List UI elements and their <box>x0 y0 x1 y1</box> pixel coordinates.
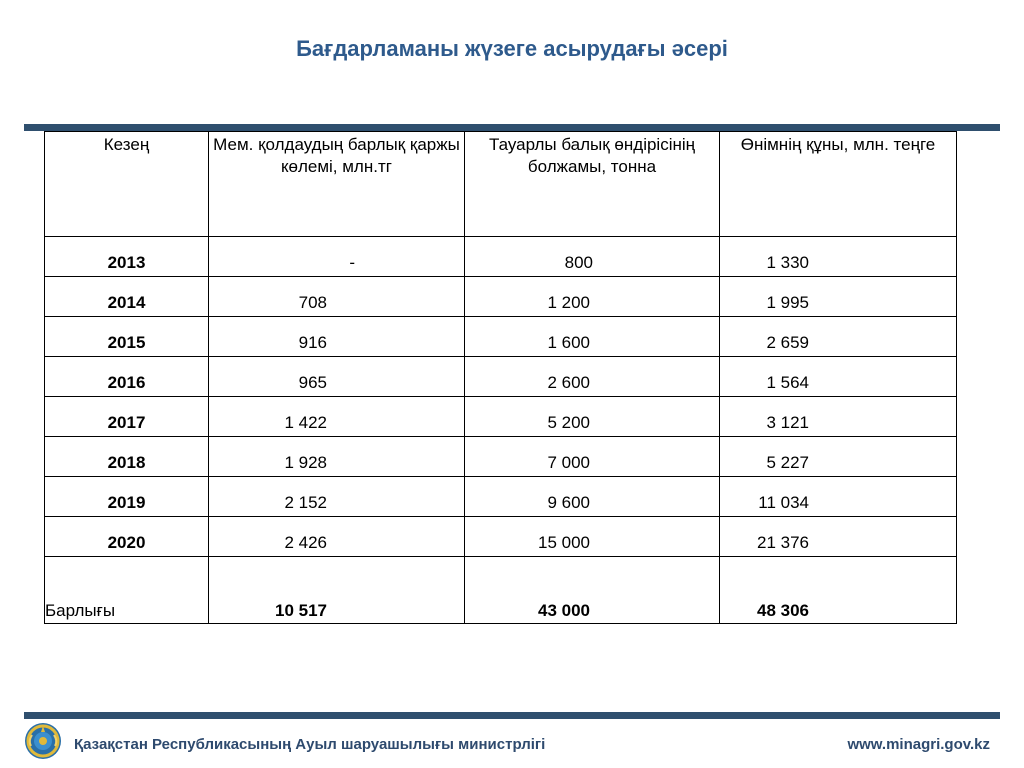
fish-value: 1 200 <box>547 293 590 312</box>
support-cell <box>209 517 465 557</box>
header-row <box>45 132 957 237</box>
support-value: 1 928 <box>284 453 327 472</box>
product-value: 11 034 <box>758 493 809 512</box>
year-cell: 2016 <box>45 357 209 397</box>
support-cell <box>209 237 465 277</box>
bottom-divider-bar <box>24 712 1000 719</box>
page-title: Бағдарламаны жүзеге асырудағы әсері <box>296 36 728 61</box>
support-value: 2 426 <box>284 533 327 552</box>
year-cell: 2020 <box>45 517 209 557</box>
fish-value: 2 600 <box>547 373 590 392</box>
year-cell: 2015 <box>45 317 209 357</box>
fish-total: 43 000 <box>538 601 590 620</box>
kazakhstan-emblem-icon <box>24 722 62 760</box>
value-cell <box>720 397 957 437</box>
website-link[interactable]: www.minagri.gov.kz <box>847 736 990 753</box>
year-cell: 2018 <box>45 437 209 477</box>
product-value: 2 659 <box>766 333 809 352</box>
table-row <box>45 477 957 517</box>
value-total-cell <box>720 557 957 624</box>
support-value: 916 <box>298 333 327 352</box>
support-value: - <box>349 253 355 272</box>
product-value: 1 330 <box>766 253 809 272</box>
value-cell <box>720 317 957 357</box>
support-value: 965 <box>298 373 327 392</box>
support-cell <box>209 277 465 317</box>
support-cell <box>209 317 465 357</box>
table-row <box>45 317 957 357</box>
header-fish-forecast: Тауарлы балық өндірісінің болжамы, тонна <box>465 132 720 237</box>
top-divider-bar <box>24 124 1000 131</box>
value-cell <box>720 477 957 517</box>
support-value: 708 <box>298 293 327 312</box>
value-total: 48 306 <box>757 601 809 620</box>
fish-total-cell <box>465 557 720 624</box>
product-value: 3 121 <box>766 413 809 432</box>
table-row <box>45 517 957 557</box>
data-table <box>44 131 957 624</box>
fish-value: 1 600 <box>547 333 590 352</box>
fish-cell <box>465 317 720 357</box>
value-cell <box>720 437 957 477</box>
fish-value: 15 000 <box>538 533 590 552</box>
fish-cell <box>465 397 720 437</box>
total-label: Барлығы <box>45 557 209 624</box>
value-cell <box>720 237 957 277</box>
table-row <box>45 237 957 277</box>
fish-value: 5 200 <box>547 413 590 432</box>
year-cell: 2013 <box>45 237 209 277</box>
support-cell <box>209 357 465 397</box>
support-total-cell <box>209 557 465 624</box>
fish-cell <box>465 277 720 317</box>
product-value: 1 995 <box>766 293 809 312</box>
fish-cell <box>465 437 720 477</box>
fish-cell <box>465 477 720 517</box>
fish-cell <box>465 357 720 397</box>
fish-cell <box>465 237 720 277</box>
product-value: 1 564 <box>766 373 809 392</box>
year-cell: 2019 <box>45 477 209 517</box>
table-row <box>45 277 957 317</box>
ministry-name: Қазақстан Республикасының Ауыл шаруашылығы министрлігі <box>74 736 546 753</box>
value-cell <box>720 357 957 397</box>
fish-value: 800 <box>564 253 593 272</box>
product-value: 5 227 <box>766 453 809 472</box>
fish-value: 7 000 <box>547 453 590 472</box>
support-cell <box>209 397 465 437</box>
support-cell <box>209 437 465 477</box>
product-value: 21 376 <box>757 533 809 552</box>
support-value: 2 152 <box>284 493 327 512</box>
year-cell: 2014 <box>45 277 209 317</box>
table-row <box>45 437 957 477</box>
header-product-value: Өнімнің құны, млн. теңге <box>720 132 957 237</box>
fish-value: 9 600 <box>547 493 590 512</box>
table-row <box>45 357 957 397</box>
support-total: 10 517 <box>275 601 327 620</box>
fish-cell <box>465 517 720 557</box>
value-cell <box>720 277 957 317</box>
header-period: Кезең <box>45 132 209 237</box>
value-cell <box>720 517 957 557</box>
support-cell <box>209 477 465 517</box>
year-cell: 2017 <box>45 397 209 437</box>
header-support-volume: Мем. қолдаудың барлық қаржы көлемі, млн.тг <box>209 132 465 237</box>
total-row <box>45 557 957 624</box>
support-value: 1 422 <box>284 413 327 432</box>
table-row <box>45 397 957 437</box>
